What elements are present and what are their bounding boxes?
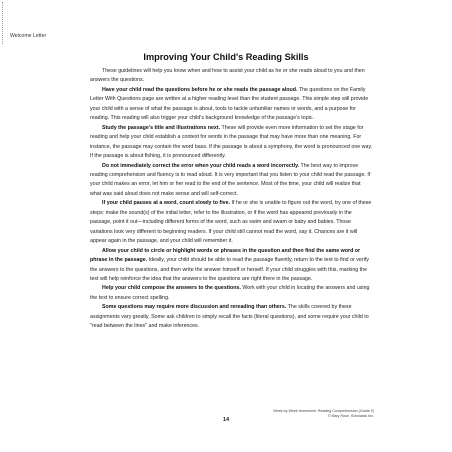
paragraph-lead: Have your child read the questions before he or she reads the passage aloud.	[102, 86, 298, 93]
page-title: Improving Your Child's Reading Skills	[143, 52, 309, 62]
footer-credit-title: Week-by-Week Homework: Reading Comprehension (Grade 2)	[273, 409, 374, 413]
paragraph-text: If he or she is unable to figure out the word, try one of these steps: make the sound(s) of the initial letter, refer to the illustration, or if the word has appeared previously in the passage, point it out—including different forms of the word, such as swim and swam or baby and babies. Those variations look very different to beginning readers. If your child still cannot read the word, say it. Chances are it will appear again in the passage, and your child will remember it.	[90, 200, 372, 245]
footer-credit-copyright: © Mary Rose, Scholastic Inc.	[327, 414, 374, 418]
paragraph-lead: Some questions may require more discussion and rereading than others.	[102, 304, 287, 311]
paragraph-lead: Study the passage's title and illustrations next.	[102, 124, 221, 131]
paragraph-text: These guidelines will help you know when and how to assist your child as he or she reads aloud to you and then answers the questions.	[90, 68, 365, 84]
paragraph-do-not-correct	[90, 162, 373, 200]
paragraph-compose-answers	[90, 284, 373, 303]
paragraph-lead: If your child pauses at a word, count slowly to five.	[102, 200, 231, 207]
paragraph-count-to-five	[90, 199, 373, 246]
margin-dotted-rule	[2, 2, 3, 44]
paragraph-more-discussion	[90, 303, 373, 331]
paragraph-lead: Do not immediately correct the error when your child reads a word incorrectly.	[102, 162, 300, 169]
paragraph-lead: Help your child compose the answers to the questions.	[102, 285, 241, 292]
paragraph-text: These will provide even more information to set the stage for reading and help your child establish a context for words in the passage that may have more than one meaning. For instance, the passage may contain the word bass. If the passage is about a symphony, the word is pronounced one way. If the passage is about fishing, it is pronounced differently.	[90, 124, 373, 160]
paragraph-intro	[90, 67, 373, 86]
paragraph-text: Work with your child in locating the answers and using the text to ensure correct spelling.	[90, 285, 370, 301]
paragraph-text: The skills covered by these assignments vary greatly. Some ask children to simply recall the facts (literal questions), and some require your child to "read between the lines" and make inferences.	[90, 304, 369, 330]
page-number: 14	[222, 417, 230, 423]
paragraph-lead: Allow your child to circle or highlight words or phrases in the question and then find the same word or phrase in the passage.	[90, 247, 361, 264]
paragraph-title-illustrations	[90, 124, 373, 162]
section-tab-label: Welcome Letter	[10, 33, 47, 39]
paragraph-text: The questions on the Family Letter With Questions page are written at a higher reading level than the student passage. This simple step will provide your child with a sense of what the passage is about, tools to tackle unfamiliar names or words, and a purpose for reading. This reading will also trigger your child's background knowledge of the passage's topic.	[90, 86, 369, 122]
paragraph-text: Ideally, your child should be able to read the passage fluently, return to the text to find or verify the answers to the questions, and then write the answer himself or herself. If your child struggles with this, marking the text will help reinforce the idea that the answers to the questions are right there in the passage.	[90, 257, 369, 282]
paragraph-text: The best way to improve reading comprehension and fluency is to read aloud. It is very important that you listen to your child read the passage. If your child makes an error, let him or her read to the end of the sentence. Most of the time, your child will realize that what was said aloud does not make sense and will self-correct.	[90, 162, 371, 197]
paragraph-read-questions	[90, 86, 373, 124]
article-body	[90, 67, 373, 332]
paragraph-circle-highlight	[90, 247, 373, 285]
